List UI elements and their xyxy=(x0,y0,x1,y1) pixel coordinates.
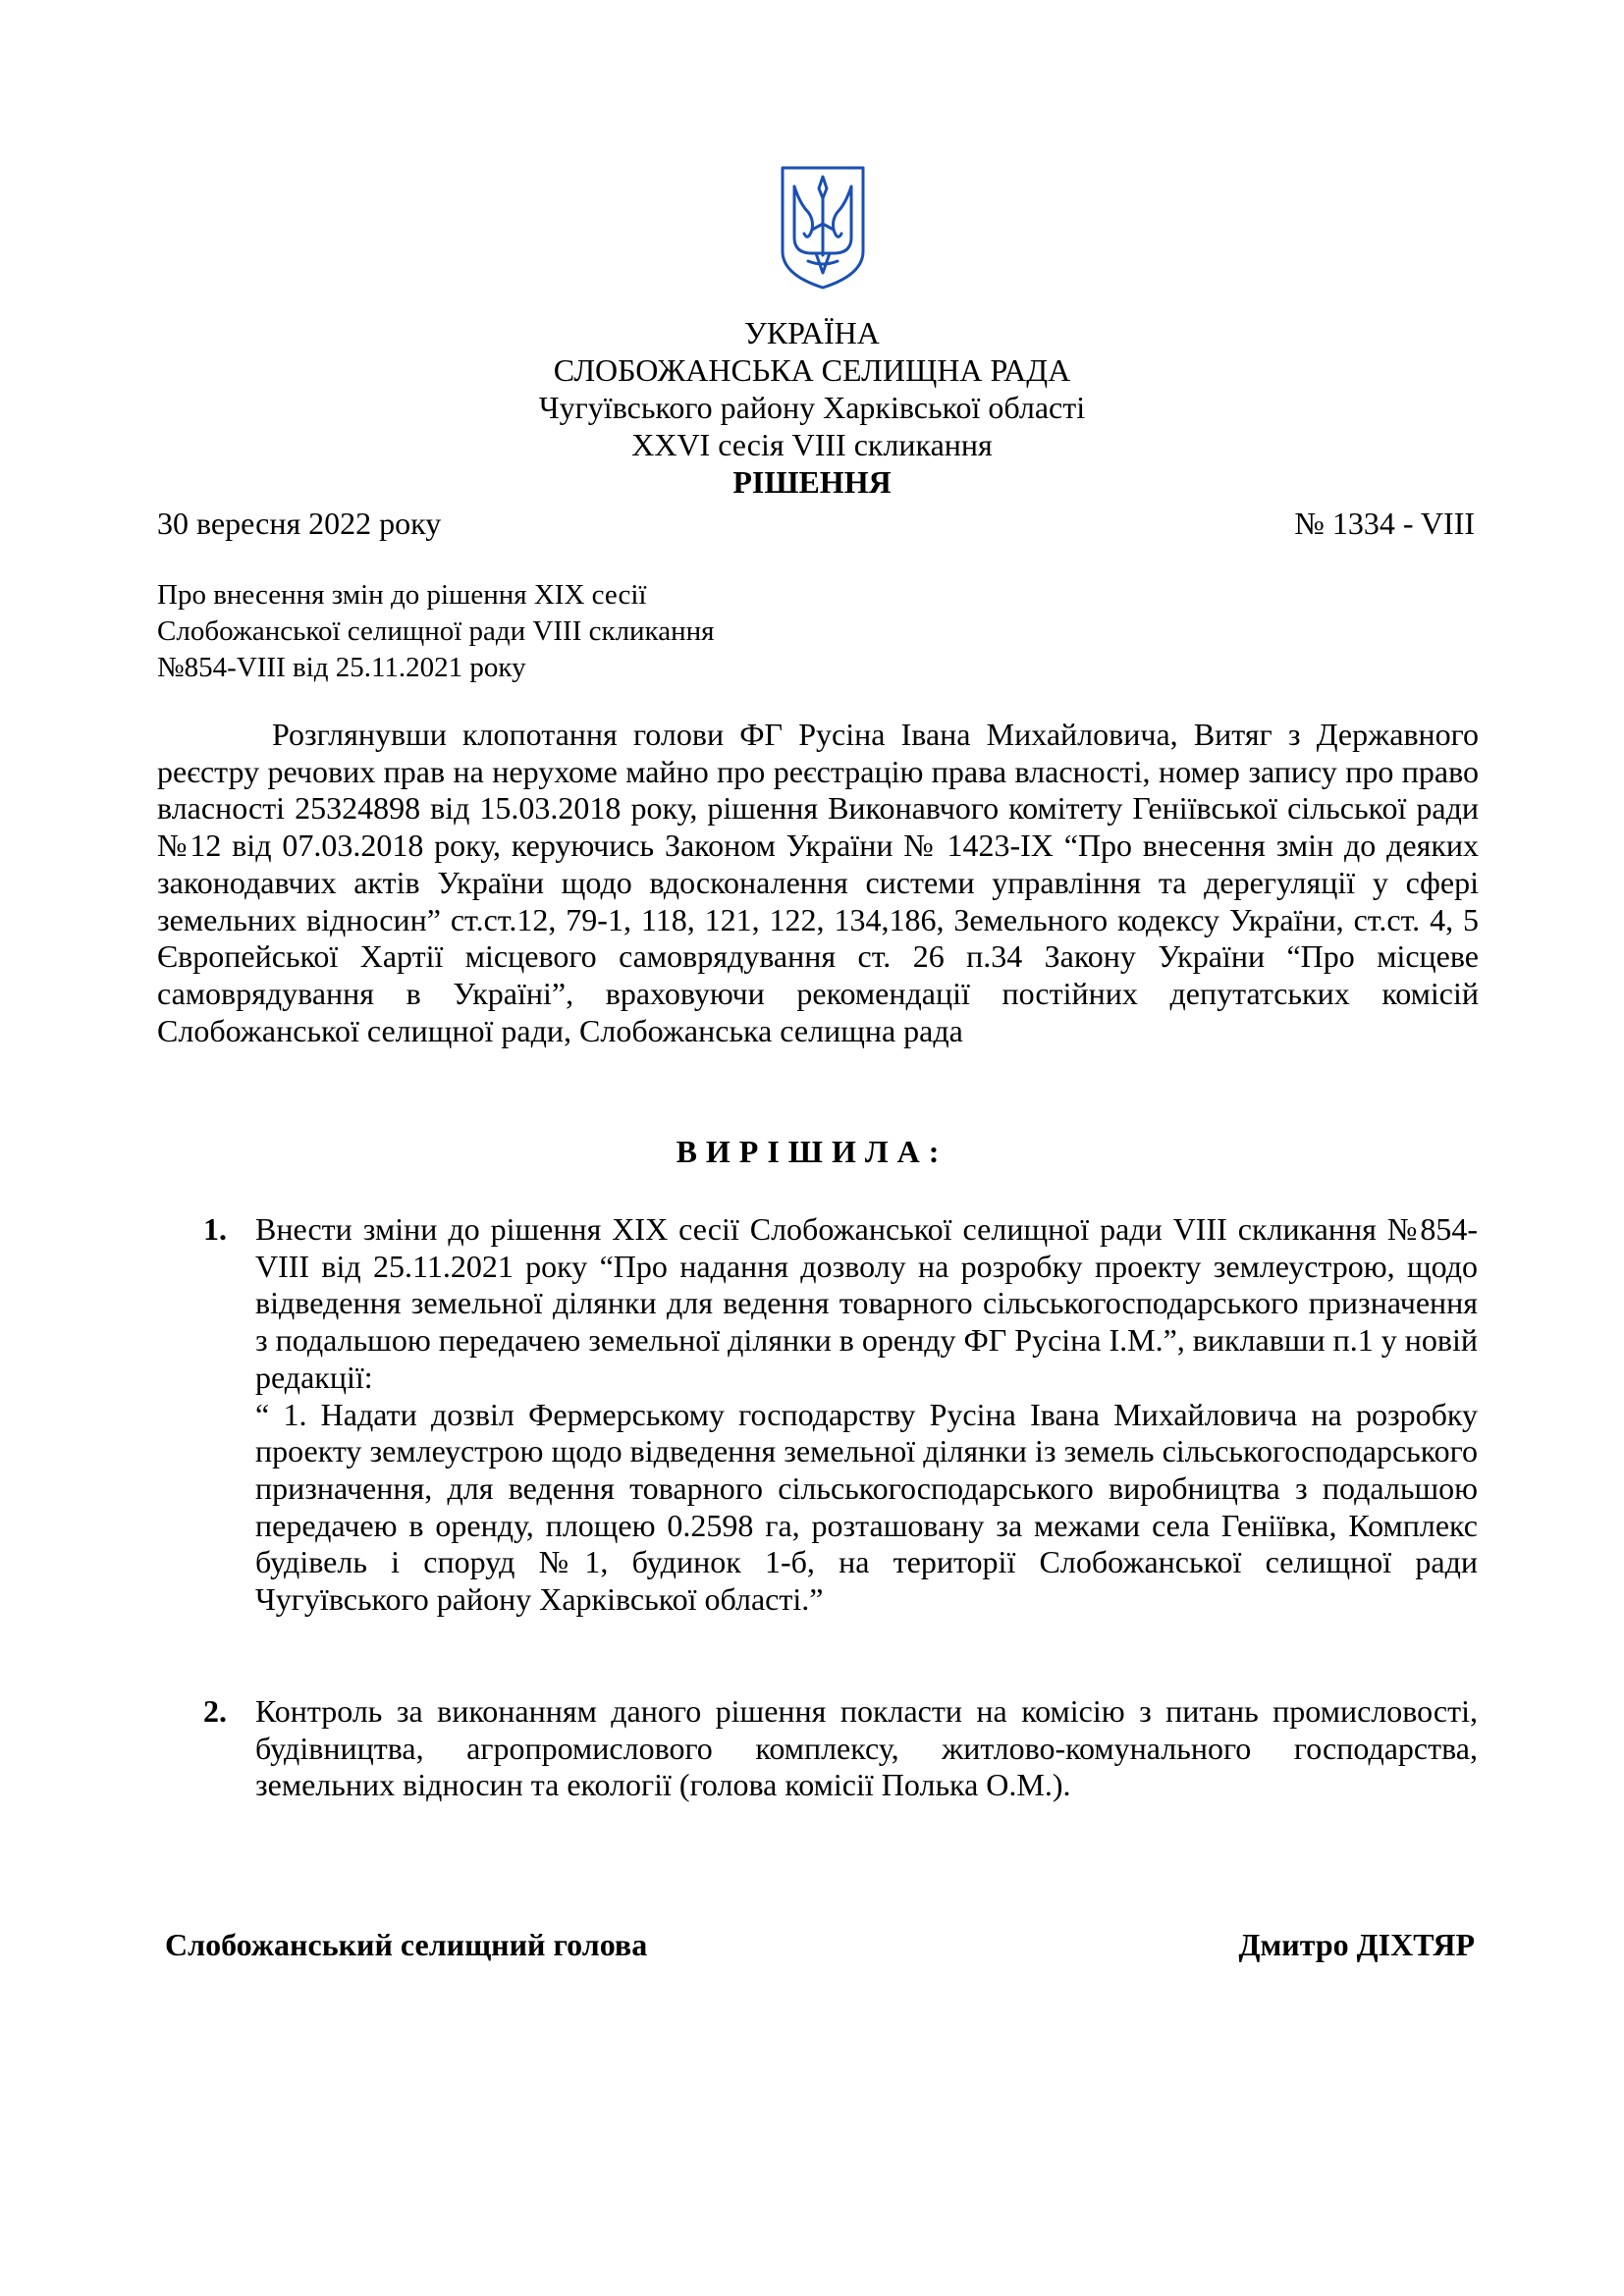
decision-number: № 1334 - VIII xyxy=(1294,506,1475,541)
item-body xyxy=(255,1693,1478,1804)
country-title: УКРАЇНА xyxy=(744,315,880,350)
subject-line: Про внесення змін до рішення XIX сесії xyxy=(157,579,647,611)
decision-date: 30 вересня 2022 року xyxy=(157,506,442,541)
trident-emblem-icon xyxy=(779,165,867,291)
item-quote: “ 1. Надати дозвіл Фермерському господарству Русіна Івана Михайловича на розробку проекту землеустрою щодо відведення земельної ділянки із земель сільськогосподарського призначення, для ведення товарного сільськогосподарського виробництва з подальшою передачею в оренду, площею 0.2598 га, розташовану за межами села Генiївка, Комплекс будівель і споруд №1, будинок 1-б, на території Слобожанської селищної ради Чугуївського району Харківської області.” xyxy=(255,1396,1478,1618)
preamble-text: Розглянувши клопотання голови ФГ Русіна Івана Михайловича, Витяг з Державного реєстру речових прав на нерухоме майно про реєстрацію права власності, номер запису про право власності 25324898 від 15.03.2018 року, рішення Виконавчого комітету Генiївської сільської ради №12 від 07.03.2018 року, керуючись Законом України № 1423-IX “Про внесення змін до деяких законодавчих актів України щодо вдосконалення системи управління та дерегуляції у сфері земельних відносин” ст.ст.12, 79-1, 118, 121, 122, 134,186, Земельного кодексу України, ст.ст. 4, 5 Європейської Хартії місцевого самоврядування ст. 26 п.34 Закону України “Про місцеве самоврядування в Україні”, враховуючи рекомендації постійних депутатських комісій Слобожанської селищної ради, Слобожанська селищна рада xyxy=(157,717,1479,1048)
subject-line: Слобожанської селищної ради VIII скликання xyxy=(157,615,715,647)
item-number: 1. xyxy=(203,1211,227,1247)
item-number: 2. xyxy=(203,1693,227,1729)
item-text: Внести зміни до рішення XIX сесії Слобожанської селищної ради VIII скликання №854-VIII від 25.11.2021 року “Про надання дозволу на розробку проекту землеустрою, щодо відведення земельної ділянки для ведення товарного сільськогосподарського призначення з подальшою передачею земельної ділянки в оренду ФГ Русіна І.М.”, виклавши п.1 у новій редакції: xyxy=(255,1211,1478,1395)
preamble-block xyxy=(157,717,1479,1049)
subject-block xyxy=(157,577,714,686)
doc-type-heading: РІШЕННЯ xyxy=(732,464,892,500)
council-title: СЛОБОЖАНСЬКА СЕЛИЩНА РАДА xyxy=(553,352,1071,388)
district-line: Чугуївського району Харківської області xyxy=(538,390,1086,425)
item-body xyxy=(255,1211,1478,1619)
resolved-heading: ВИРІШИЛА: xyxy=(676,1134,948,1169)
session-line: XXVI сесія VIII скликання xyxy=(631,427,993,462)
signatory-title: Слобожанський селищний голова xyxy=(165,1927,648,1962)
signatory-name: Дмитро ДІХТЯР xyxy=(1238,1927,1475,1962)
item-text: Контроль за виконанням даного рішення покласти на комісію з питань промисловості, будівництва, агропромислового комплексу, житлово-комунального господарства, земельних відносин та екології (голова комісії Полька О.М.). xyxy=(255,1693,1478,1803)
subject-line: №854-VIII від 25.11.2021 року xyxy=(157,652,526,683)
